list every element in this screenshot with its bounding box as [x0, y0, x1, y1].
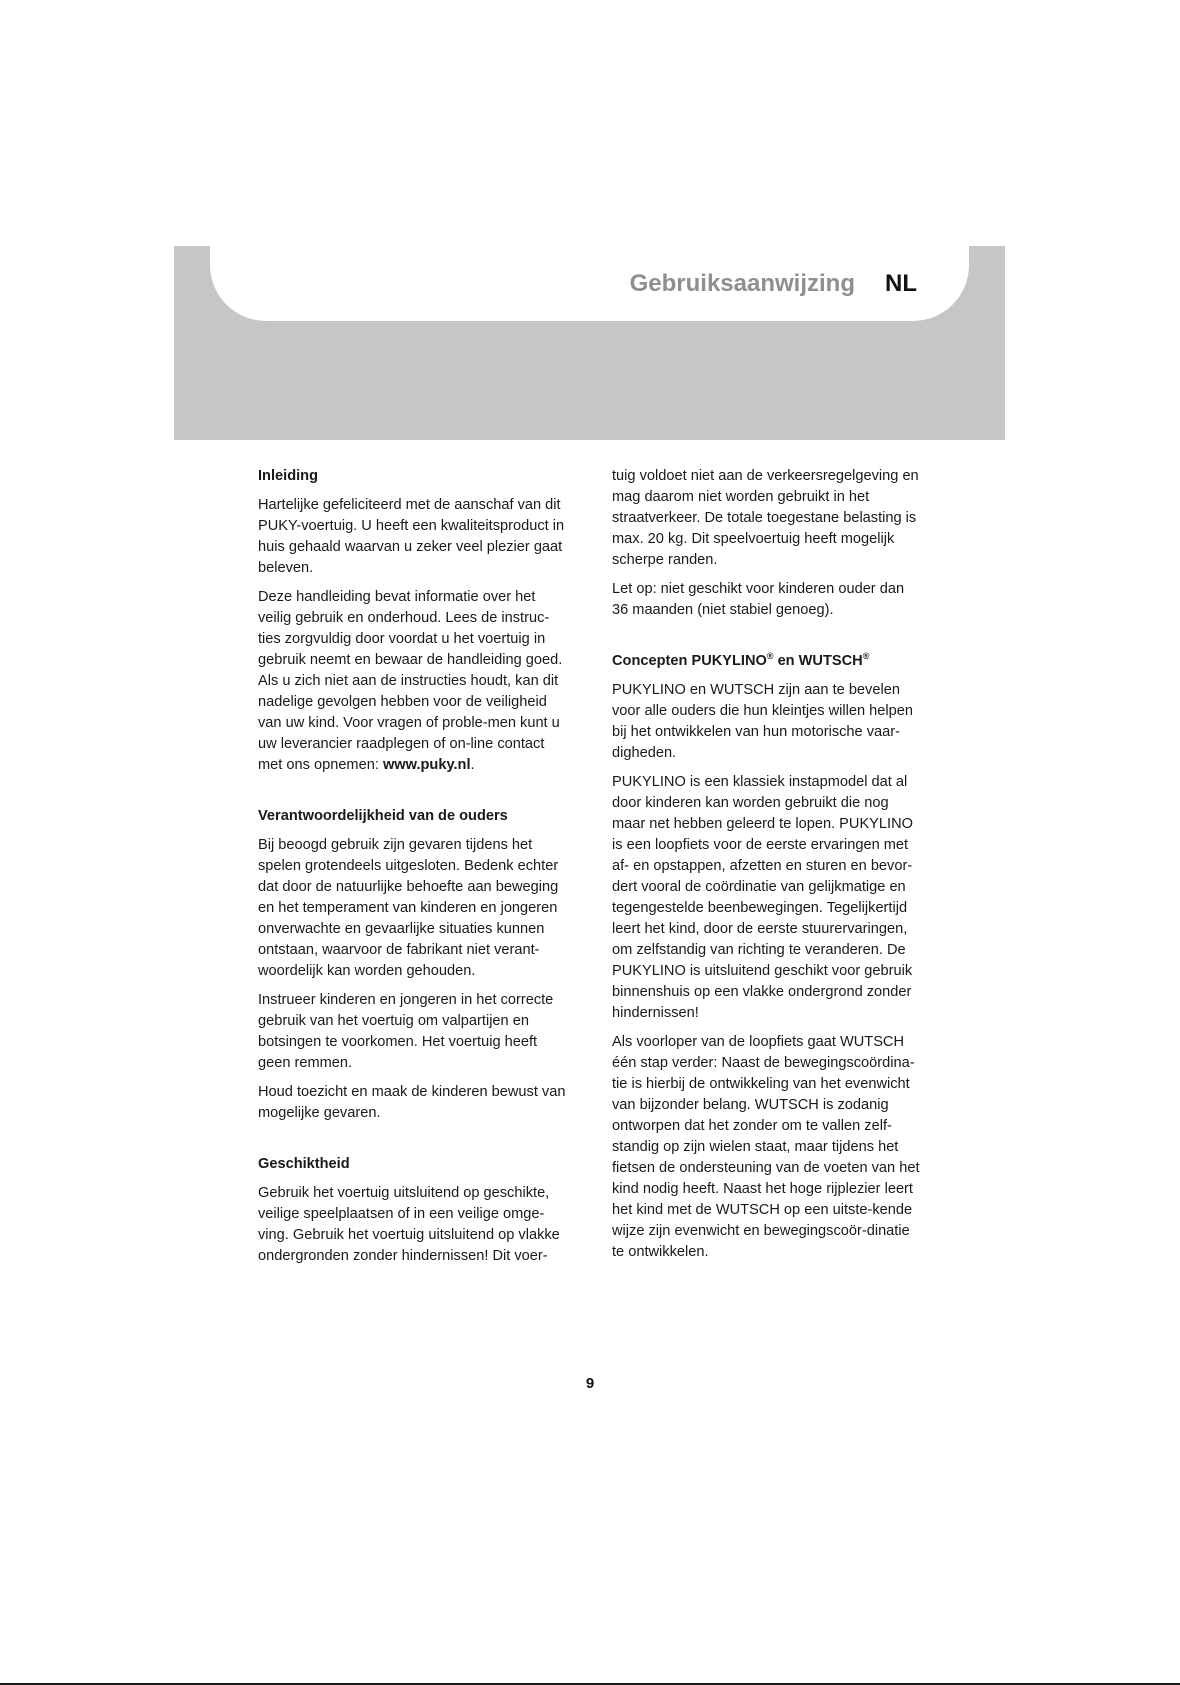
suitability-paragraph-1-continued: tuig voldoet niet aan de verkeersregelgeving en mag daarom niet worden gebruikt in het straatverkeer. De totale toegestane belasting is max. 20 kg. Dit speelvoertuig heeft mogelijk scherpe randen. [612, 468, 919, 568]
document-title: Gebruiksaanwijzing [629, 270, 855, 297]
language-code: NL [885, 270, 917, 297]
suitability-paragraph-2: Let op: niet geschikt voor kinderen ouder dan 36 maanden (niet stabiel genoeg). [612, 581, 905, 618]
section-gap [258, 784, 570, 806]
concepts-heading [612, 651, 924, 672]
suitability-paragraph-1: Gebruik het voertuig uitsluitend op geschikte, veilige speelplaatsen of in een veilige omge-ving. Gebruik het voertuig uitsluitend op vlakke ondergronden zonder hindernissen! Dit voer- [258, 1185, 560, 1264]
intro-paragraph-2 [258, 587, 570, 776]
concepts-paragraph-3: Als voorloper van de loopfiets gaat WUTSCH één stap verder: Naast de bewegingscoördina-tie is hierbij de ontwikkeling van het evenwicht van bijzonder belang. WUTSCH is zodanig ontworpen dat het zonder om te vallen zelf-standig op zijn wielen staat, maar tijdens het fietsen de ondersteuning van de voeten van het kind nodig heeft. Naast het hoge rijplezier leert het kind met de WUTSCH op een uitste-kende wijze zijn evenwicht en bewegingscoör-dinatie te ontwikkelen. [612, 1034, 920, 1260]
responsibility-heading: Verantwoordelijkheid van de ouders [258, 808, 508, 824]
concepts-heading-part-2: en WUTSCH [773, 653, 863, 669]
section-gap [258, 1132, 570, 1154]
suitability-heading: Geschiktheid [258, 1156, 350, 1172]
intro-paragraph-2-text: Deze handleiding bevat informatie over het veilig gebruik en onderhoud. Lees de instruc-ties zorgvuldig door voordat u het voertuig in gebruik neemt en bewaar de handleiding goed. Als u zich niet aan de instructies houdt, kan dit nadelige gevolgen hebben voor de veiligheid van uw kind. Voor vragen of proble-men kunt u uw leverancier raadplegen of on-line contact met ons opnemen: [258, 589, 563, 773]
page-number: 9 [585, 1375, 595, 1392]
responsibility-paragraph-2: Instrueer kinderen en jongeren in het correcte gebruik van het voertuig om valpartijen en botsingen te voorkomen. Het voertuig heeft geen remmen. [258, 992, 554, 1071]
left-column [258, 466, 570, 1275]
registered-mark: ® [862, 651, 870, 662]
intro-heading: Inleiding [258, 468, 318, 484]
section-gap [612, 629, 924, 651]
right-column [612, 466, 924, 1271]
concepts-paragraph-1: PUKYLINO en WUTSCH zijn aan te bevelen voor alle ouders die hun kleintjes willen helpen bij het ontwikkelen van hun motorische vaar-digheden. [612, 682, 913, 761]
responsibility-paragraph-3: Houd toezicht en maak de kinderen bewust van mogelijke gevaren. [258, 1084, 566, 1121]
header-tab [210, 246, 969, 321]
concepts-paragraph-2: PUKYLINO is een klassiek instapmodel dat al door kinderen kan worden gebruikt die nog maar net hebben geleerd te lopen. PUKYLINO is een loopfiets voor de eerste ervaringen met af- en opstappen, afzetten en sturen en bevor-dert vooral de coördinatie van gelijkmatige en tegengestelde beenbewegingen. Tegelijkertijd leert het kind, door de eerste stuurervaringen, om zelfstandig van richting te veranderen. De PUKYLINO is uitsluitend geschikt voor gebruik binnenshuis op een vlakke ondergrond zonder hindernissen! [612, 774, 913, 1021]
website-link[interactable]: www.puky.nl [382, 757, 471, 773]
registered-mark: ® [766, 651, 774, 662]
intro-paragraph-1: Hartelijke gefeliciteerd met de aanschaf van dit PUKY-voertuig. U heeft een kwaliteitsproduct in huis gehaald waarvan u zeker veel plezier gaat beleven. [258, 497, 565, 576]
concepts-heading-part-1: Concepten PUKYLINO [612, 653, 767, 669]
intro-paragraph-2-end: . [470, 757, 475, 773]
responsibility-paragraph-1: Bij beoogd gebruik zijn gevaren tijdens het spelen grotendeels uitgesloten. Bedenk echter dat door de natuurlijke behoefte aan beweging en het temperament van kinderen en jongeren onverwachte en gevaarlijke situaties kunnen ontstaan, waarvoor de fabrikant niet verant-woordelijk kan worden gehouden. [258, 837, 559, 979]
header-band [174, 246, 1005, 440]
